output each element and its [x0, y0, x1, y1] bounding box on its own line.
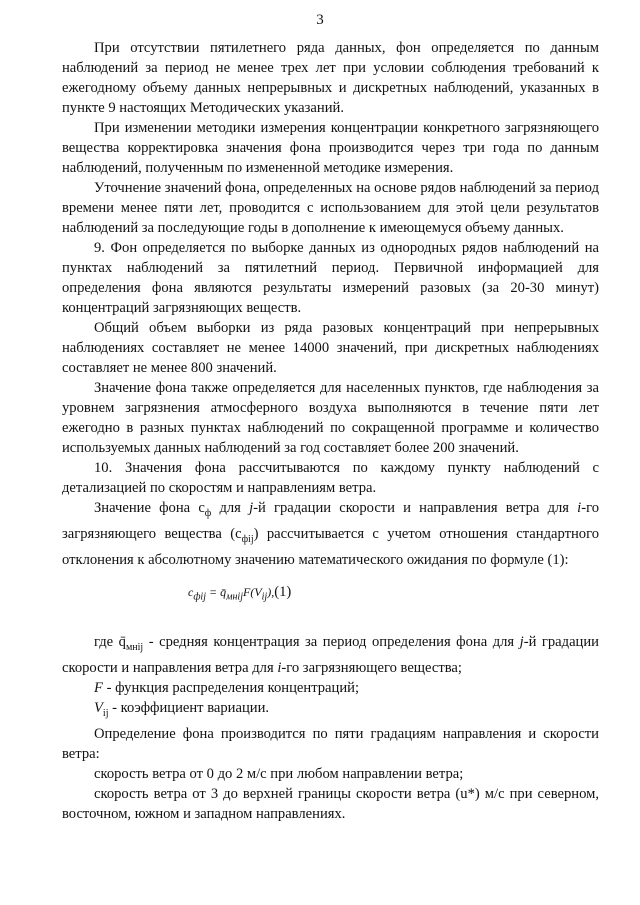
paragraph-sample-volume: Общий объем выборки из ряда разовых концентраций при непрерывных наблюдениях составляет не менее 14000 значений, при дискретных наблюдениях составляет не менее 800 значений. [62, 320, 599, 376]
paragraph-five-year-absence: При отсутствии пятилетнего ряда данных, фон определяется по данным наблюдений за период не менее трех лет при условии соблюдения требований к ежегодному объему данных непрерывных и дискретных наблюдений, указанных в пункте 9 настоящих Методических указаний. [62, 40, 599, 116]
body-text [62, 38, 599, 824]
paragraph-settlements: Значение фона также определяется для населенных пунктов, где наблюдения за уровнем загрязнения атмосферного воздуха выполняются в течение пяти лет ежегодно в разных пунктах наблюдений по сокращенной программе и количество используемых данных наблюдений за год составляет более 200 значений. [62, 380, 599, 456]
paragraph-method-change: При изменении методики измерения концентрации конкретного загрязняющего вещества корректировка значения фона производится через три года по данным наблюдений, полученным по измененной методике измерения. [62, 120, 599, 176]
paragraph-where-v: $V_{ij}$ - коэффициент вариации. [94, 699, 270, 719]
paragraph-formula-intro: Значение фона $с_ф$ для j-й градации скорости и направления ветра для i-го загрязняющего вещества $(с_{фij})$ рассчитывается с учетом отношения стандартного отклонения к абсолютному значению математического ожидания по формуле (1): [62, 500, 600, 568]
paragraph-gradations: Определение фона производится по пяти градациям направления и скорости ветра: [62, 725, 599, 762]
paragraph-item-9: 9. Фон определяется по выборке данных из однородных рядов наблюдений на пунктах наблюдений за пятилетний период. Первичной информацией для определения фона являются результаты измерений разовых (за 20-30 минут) концентраций загрязняющих веществ. [62, 240, 599, 316]
paragraph-item-10: 10. Значения фона рассчитываются по каждому пункту наблюдений с детализацией по скоростям и направлениям ветра. [62, 460, 599, 496]
paragraph-where-f: F - функция распределения концентраций; [94, 679, 360, 696]
formula-number: (1) [274, 583, 292, 600]
paragraph-wind-0-2: скорость ветра от 0 до 2 м/с при любом направлении ветра; [94, 765, 464, 782]
paragraph-refinement: Уточнение значений фона, определенных на основе рядов наблюдений за период времени менее пяти лет, проводится с использованием для этой цели результатов наблюдений за последующие годы в дополнение к имеющемуся объему данных. [62, 180, 599, 236]
paragraph-where-q: где $q̄_{мнij}$ - средняя концентрация за период определения фона для j-й градации скорости и направления ветра для i-го загрязняющего вещества; [62, 633, 599, 676]
spacer [62, 618, 599, 632]
formula-1: $c_{фij}$ = $q̄_{мнij}F(V_{ij}),(1)$ [188, 583, 292, 603]
paragraph-wind-3-u: скорость ветра от 3 до верхней границы скорости ветра (u*) м/с при северном, восточном, южном и западном направлениях. [62, 785, 599, 822]
page-number: 3 [316, 12, 324, 28]
